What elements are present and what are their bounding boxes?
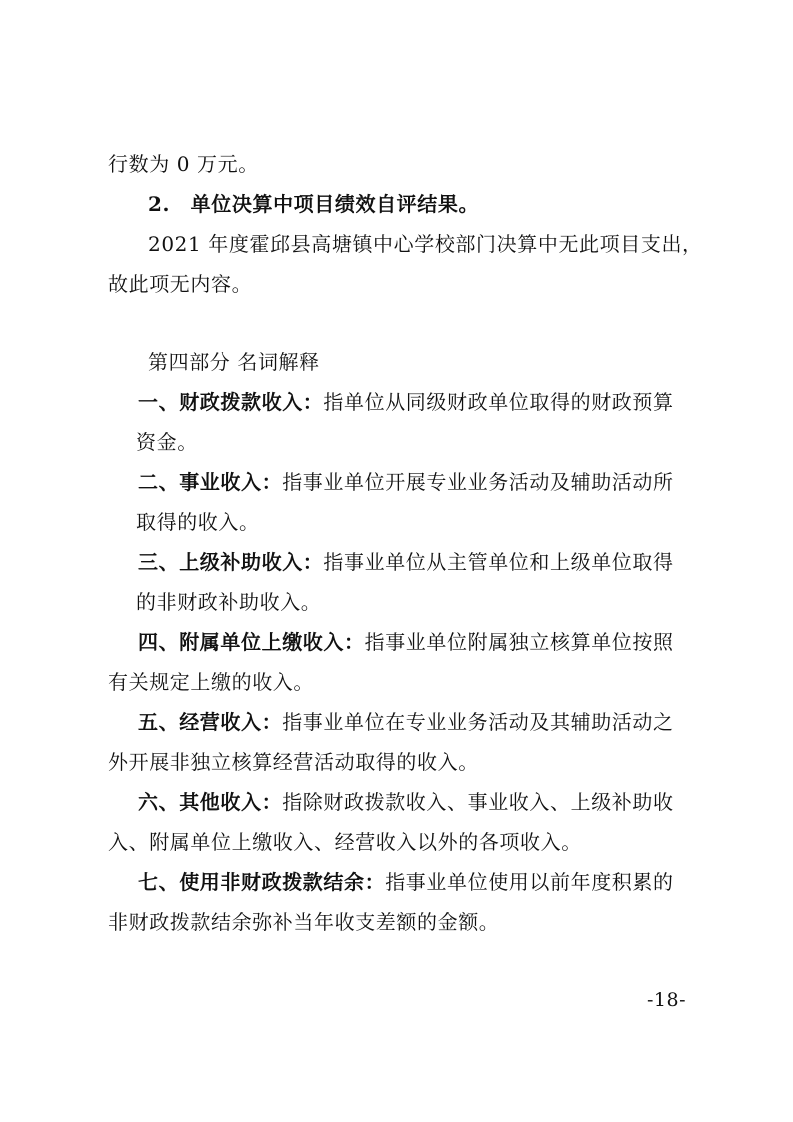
section-2-paragraph-line-2: 故此项无内容。 xyxy=(108,272,253,296)
section-2-heading: 2. 单位决算中项目绩效自评结果。 xyxy=(148,192,480,216)
definition-3-line-2: 的非财政补助收入。 xyxy=(136,590,322,614)
definition-text: 指事业单位开展专业业务活动及辅助活动所 xyxy=(282,470,674,494)
definition-text: 指事业单位从主管单位和上级单位取得 xyxy=(323,550,674,574)
definition-term: 二、事业收入： xyxy=(138,470,283,494)
part-4-title: 第四部分 名词解释 xyxy=(148,350,320,374)
definition-term: 一、财政拨款收入： xyxy=(138,390,324,414)
section-2-paragraph-line-1: 2021 年度霍邱县高塘镇中心学校部门决算中无此项目支出， xyxy=(148,232,703,256)
definition-text: 指事业单位使用以前年度积累的 xyxy=(385,870,674,894)
definition-text: 指除财政拨款收入、事业收入、上级补助收 xyxy=(282,790,674,814)
page-number: -18- xyxy=(647,989,687,1011)
definition-5-line-2: 外开展非独立核算经营活动取得的收入。 xyxy=(108,750,479,774)
definition-1-line-1 xyxy=(138,382,728,422)
definition-term: 七、使用非财政拨款结余： xyxy=(138,870,386,894)
definition-4-line-1 xyxy=(138,622,728,662)
definition-7-line-2: 非财政拨款结余弥补当年收支差额的金额。 xyxy=(108,910,500,934)
definition-text: 指事业单位在专业业务活动及其辅助活动之 xyxy=(282,710,674,734)
definition-2-line-1 xyxy=(138,462,728,502)
definition-2-line-2: 取得的收入。 xyxy=(136,510,260,534)
definition-7-line-1 xyxy=(138,862,728,902)
definition-3-line-1 xyxy=(138,542,728,582)
definition-text: 指事业单位附属独立核算单位按照 xyxy=(364,630,674,654)
intro-line: 行数为 0 万元。 xyxy=(108,152,259,176)
definition-5-line-1 xyxy=(138,702,728,742)
definition-term: 六、其他收入： xyxy=(138,790,283,814)
definition-term: 五、经营收入： xyxy=(138,710,283,734)
definition-6-line-1 xyxy=(138,782,728,822)
definition-6-line-2: 入、附属单位上缴收入、经营收入以外的各项收入。 xyxy=(108,830,582,854)
definition-term: 四、附属单位上缴收入： xyxy=(138,630,365,654)
definition-1-line-2: 资金。 xyxy=(136,430,198,454)
definition-text: 指单位从同级财政单位取得的财政预算 xyxy=(323,390,674,414)
definition-4-line-2: 有关规定上缴的收入。 xyxy=(108,670,314,694)
definition-term: 三、上级补助收入： xyxy=(138,550,324,574)
